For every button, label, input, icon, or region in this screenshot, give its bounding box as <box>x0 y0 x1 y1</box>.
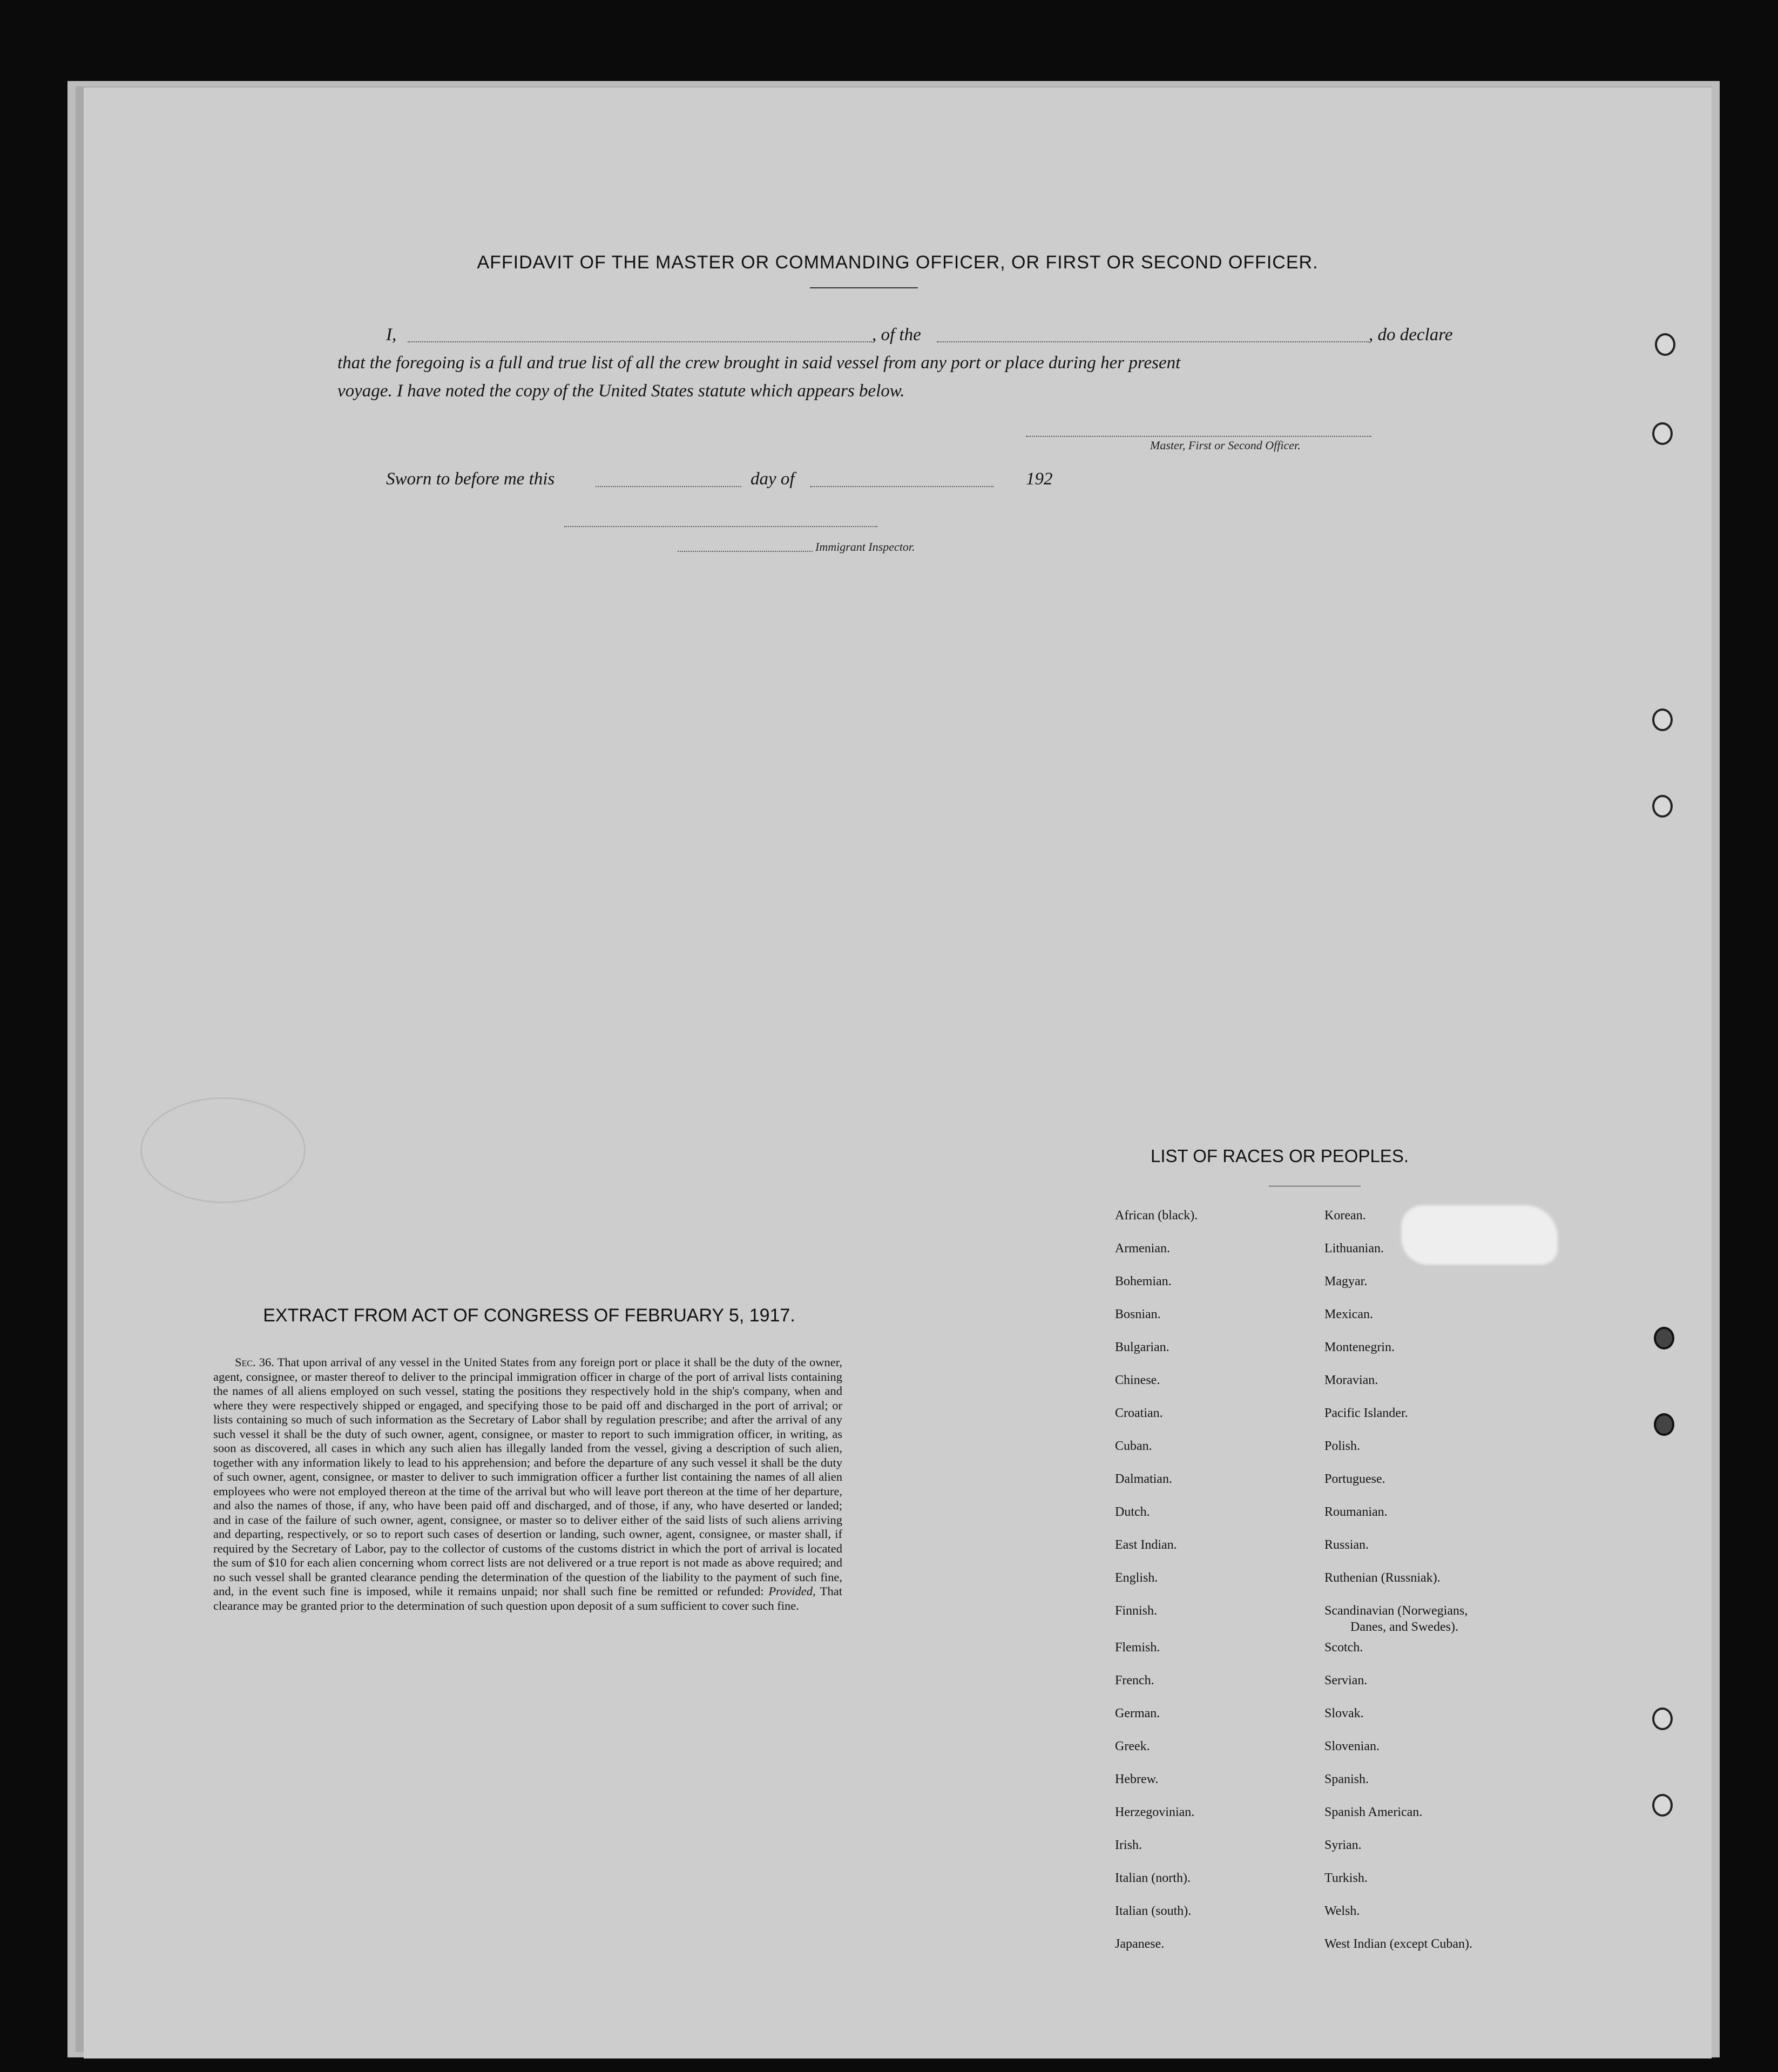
race-item: Dutch. <box>1115 1505 1150 1519</box>
paper-smudge <box>1401 1205 1558 1265</box>
race-item: Italian (north). <box>1115 1871 1191 1885</box>
race-item: Servian. <box>1324 1673 1368 1688</box>
race-item: Montenegrin. <box>1324 1340 1395 1354</box>
race-item: Irish. <box>1115 1838 1142 1852</box>
race-item: Chinese. <box>1115 1373 1160 1387</box>
affidavit-declare: , do declare <box>1369 325 1453 345</box>
race-item: Cuban. <box>1115 1439 1152 1453</box>
race-item: Spanish. <box>1324 1772 1369 1786</box>
binder-hole <box>1652 795 1673 818</box>
affidavit-line-2: that the foregoing is a full and true list of all the crew brought in said vessel from any port or place during her present <box>337 353 1181 373</box>
signature-label: Master, First or Second Officer. <box>1150 438 1301 452</box>
name-blank[interactable] <box>408 341 872 342</box>
race-item: Lithuanian. <box>1324 1241 1384 1256</box>
inspector-upper-blank <box>564 526 877 527</box>
race-item: Ruthenian (Russniak). <box>1324 1571 1441 1585</box>
document-page <box>84 87 1712 2058</box>
affidavit-line-3: voyage. I have noted the copy of the United States statute which appears below. <box>337 381 905 401</box>
race-item: Bulgarian. <box>1115 1340 1169 1354</box>
race-item: Herzegovinian. <box>1115 1805 1195 1819</box>
provided-word: Provided, <box>768 1584 816 1598</box>
race-item: Turkish. <box>1324 1871 1368 1885</box>
race-item: Mexican. <box>1324 1307 1373 1321</box>
race-item: Welsh. <box>1324 1904 1360 1918</box>
race-item: Bosnian. <box>1115 1307 1161 1321</box>
race-item: Polish. <box>1324 1439 1361 1453</box>
race-item: African (black). <box>1115 1209 1198 1223</box>
binder-hole <box>1652 422 1673 445</box>
race-item: French. <box>1115 1673 1154 1688</box>
race-item: Croatian. <box>1115 1406 1163 1420</box>
race-item: Russian. <box>1324 1538 1369 1552</box>
affidavit-of-the: , of the <box>872 325 921 345</box>
binder-hole <box>1652 1707 1673 1730</box>
race-item: West Indian (except Cuban). <box>1324 1937 1472 1951</box>
race-item: Danes, and Swedes). <box>1350 1620 1458 1634</box>
sworn-month-blank[interactable] <box>810 486 993 487</box>
vessel-blank[interactable] <box>937 341 1369 342</box>
binder-hole <box>1654 1413 1674 1436</box>
binder-hole <box>1655 333 1675 356</box>
race-item: Portuguese. <box>1324 1472 1385 1486</box>
race-item: Slovak. <box>1324 1706 1364 1720</box>
binder-hole <box>1654 1327 1674 1349</box>
race-item: Italian (south). <box>1115 1904 1192 1918</box>
affidavit-title: AFFIDAVIT OF THE MASTER OR COMMANDING OFFICER, OR FIRST OR SECOND OFFICER. <box>477 252 1319 273</box>
race-item: Scandinavian (Norwegians, <box>1324 1604 1468 1618</box>
race-item: Slovenian. <box>1324 1739 1380 1753</box>
inspector-label: Immigrant Inspector. <box>815 540 915 554</box>
races-title: LIST OF RACES OR PEOPLES. <box>1150 1146 1409 1166</box>
race-item: Flemish. <box>1115 1641 1160 1655</box>
race-item: Spanish American. <box>1324 1805 1423 1819</box>
race-item: Dalmatian. <box>1115 1472 1172 1486</box>
race-item: Korean. <box>1324 1209 1366 1223</box>
affidavit-i: I, <box>386 325 397 345</box>
race-item: Armenian. <box>1115 1241 1170 1256</box>
race-item: English. <box>1115 1571 1158 1585</box>
race-item: Magyar. <box>1324 1274 1368 1288</box>
binder-hole <box>1652 1794 1673 1817</box>
race-item: German. <box>1115 1706 1160 1720</box>
race-item: Bohemian. <box>1115 1274 1172 1288</box>
race-item: Syrian. <box>1324 1838 1362 1852</box>
sworn-day-of: day of <box>751 469 795 489</box>
binder-hole <box>1652 708 1673 731</box>
race-item: Pacific Islander. <box>1324 1406 1408 1420</box>
title-underline <box>810 287 918 288</box>
extract-title: EXTRACT FROM ACT OF CONGRESS OF FEBRUARY 5, 1917. <box>263 1305 795 1326</box>
section-text: That upon arrival of any vessel in the United States from any foreign port or place it shall be the duty of the owner, agent, consignee, or master thereof to deliver to the principal immigration officer in charge of the port of arrival lists containing the names of all aliens employed on such vessel, stating the positions they respectively hold in the ship's company, when and where they were respectively shipped or engaged, and specifying those to be paid off and discharged in the port of arrival; or lists containing so much of such information as the Secretary of Labor shall by regulation prescribe; and after the arrival of any such vessel it shall be the duty of such owner, agent, consignee, or master to report to such immigration officer, in writing, as soon as discovered, all cases in which any such alien has illegally landed from the vessel, giving a description of such alien, together with any information likely to lead to his apprehension; and before the departure of any such vessel it shall be the duty of such owner, agent, consignee, or master to deliver to such immigration officer a further list containing the names of all alien employees who were not employed thereon at the time of the arrival but who will leave port thereon at the time of her departure, and also the names of those, if any, who have been paid off and discharged, and of those, if any, who have deserted or landed; and in case of the failure of such owner, agent, consignee, or master so to deliver either of the said lists of such aliens arriving and departing, respectively, or so to report such cases of desertion or landing, such owner, agent, consignee, or master shall, if required by the Secretary of Labor, pay to the collector of customs of the customs district in which the port of arrival is located the sum of $10 for each alien concerning whom correct lists are not delivered or a true report is not made as above required; and no such vessel shall be granted clearance pending the determination of the question of the liability to the payment of such fine, and, in the event such fine is imposed, while it remains unpaid; nor shall such fine be remitted or refunded: <box>213 1355 843 1598</box>
race-item: Hebrew. <box>1115 1772 1159 1786</box>
race-item: Greek. <box>1115 1739 1150 1753</box>
race-item: Finnish. <box>1115 1604 1158 1618</box>
race-item: East Indian. <box>1115 1538 1177 1552</box>
section-text-end: That clearance may be granted prior to the determination of such question upon deposit of a sum sufficient to cover such fine. <box>213 1584 843 1612</box>
faded-stamp <box>140 1097 306 1203</box>
race-item: Japanese. <box>1115 1937 1165 1951</box>
extract-body <box>213 1355 842 1613</box>
signature-blank[interactable] <box>1026 436 1371 437</box>
sworn-year: 192 <box>1026 469 1053 489</box>
race-item: Moravian. <box>1324 1373 1378 1387</box>
inspector-blank[interactable] <box>678 551 813 552</box>
section-number: Sec. 36. <box>235 1355 274 1369</box>
race-item: Roumanian. <box>1324 1505 1388 1519</box>
sworn-day-blank[interactable] <box>596 486 741 487</box>
race-item: Scotch. <box>1324 1641 1363 1655</box>
sworn-prefix: Sworn to before me this <box>386 469 555 489</box>
